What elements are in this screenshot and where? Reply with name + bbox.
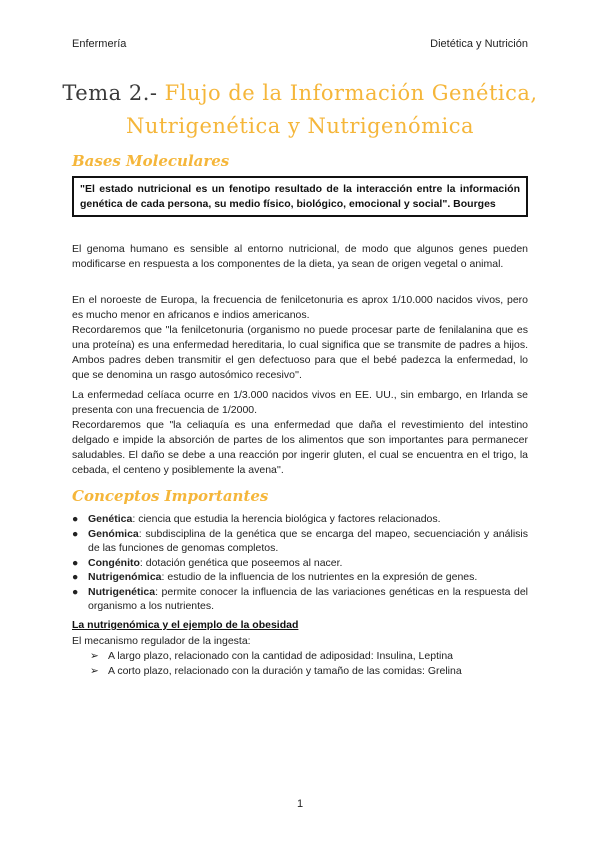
header-left: Enfermería	[72, 38, 127, 50]
paragraph: La enfermedad celíaca ocurre en 1/3.000 nacidos vivos en EE. UU., sin embargo, en Irlanda se presenta con una frecuencia de 1/2000.	[72, 389, 528, 416]
title-prefix: Tema 2.-	[62, 81, 165, 105]
list-item	[72, 585, 528, 614]
paragraph: En el noroeste de Europa, la frecuencia de fenilcetonuria es aprox 1/10.000 nacidos vivos, pero es mucho menor en africanos e indios americanos.	[72, 294, 528, 321]
list-item	[72, 512, 528, 527]
paragraph: Recordaremos que "la celiaquía es una enfermedad que daña el revestimiento del intestino delgado e impide la absorción de partes de los alimentos que son importantes para permanecer saludables. El daño se debe a una reacción por ingerir gluten, el cual se encuentra en el trigo, la cebada, el centeno y posiblemente la avena''.	[72, 419, 528, 476]
bullet-icon: ●	[72, 513, 79, 525]
bullet-icon: ●	[72, 585, 79, 598]
definition: : estudio de la influencia de los nutrientes en la expresión de genes.	[161, 571, 478, 583]
arrow-icon: ➢	[90, 650, 99, 662]
page-title-line1	[60, 80, 540, 107]
term: Nutrigenética	[88, 585, 156, 598]
list-item	[72, 570, 528, 585]
list-item-text: A largo plazo, relacionado con la cantidad de adiposidad: Insulina, Leptina	[108, 650, 453, 662]
definition: : subdisciplina de la genética que se encarga del mapeo, secuenciación y análisis de las funciones de genomas completos.	[88, 527, 528, 554]
bullet-icon: ●	[72, 556, 79, 569]
paragraph: Recordaremos que "la fenilcetonuria (organismo no puede procesar parte de fenilalanina que es una proteína) es una enfermedad hereditaria, lo cual significa que se transmite de padres a hijos. Ambos padres deben transmitir el gen defectuoso para que el bebé padezca la enfermedad, lo que se denomina un rasgo autosómico recesivo''.	[72, 324, 528, 381]
arrow-icon: ➢	[90, 665, 99, 677]
title-main: Flujo de la Información Genética,	[164, 81, 538, 105]
list-item	[72, 556, 528, 571]
header-right: Dietética y Nutrición	[430, 38, 528, 50]
term: Genética	[88, 513, 133, 525]
page-title-line2: Nutrigenética y Nutrigenómica	[125, 114, 475, 138]
bullet-icon: ●	[72, 571, 79, 583]
subheading-obesidad: La nutrigenómica y el ejemplo de la obesidad	[72, 619, 299, 631]
list-item	[90, 649, 462, 664]
definition: : ciencia que estudia la herencia biológica y factores relacionados.	[132, 513, 441, 525]
list-item-text: A corto plazo, relacionado con la duración y tamaño de las comidas: Grelina	[108, 665, 462, 677]
bullet-icon: ●	[72, 527, 79, 540]
concepts-list	[72, 512, 528, 614]
list-item	[90, 664, 462, 679]
term: Nutrigenómica	[88, 571, 162, 583]
paragraph: El genoma humano es sensible al entorno nutricional, de modo que algunos genes pueden modificarse en respuesta a los componentes de la dieta, ya sean de origen vegetal o animal.	[72, 243, 528, 270]
term: Congénito	[88, 556, 140, 569]
quote-box: "El estado nutricional es un fenotipo resultado de la interacción entre la información genética de cada persona, su medio físico, biológico, emocional y social". Bourges	[72, 176, 528, 217]
definition: : permite conocer la influencia de las variaciones genéticas en la respuesta del organismo a los nutrientes.	[88, 585, 528, 612]
page-number: 1	[296, 798, 304, 810]
list-item	[72, 527, 528, 556]
term: Genómica	[88, 527, 139, 540]
section-heading-bases: Bases Moleculares	[72, 152, 230, 170]
section-heading-conceptos: Conceptos Importantes	[72, 487, 269, 505]
intro-text: El mecanismo regulador de la ingesta:	[72, 635, 251, 647]
mechanism-list	[90, 649, 462, 679]
definition: : dotación genética que poseemos al nacer.	[139, 556, 343, 569]
